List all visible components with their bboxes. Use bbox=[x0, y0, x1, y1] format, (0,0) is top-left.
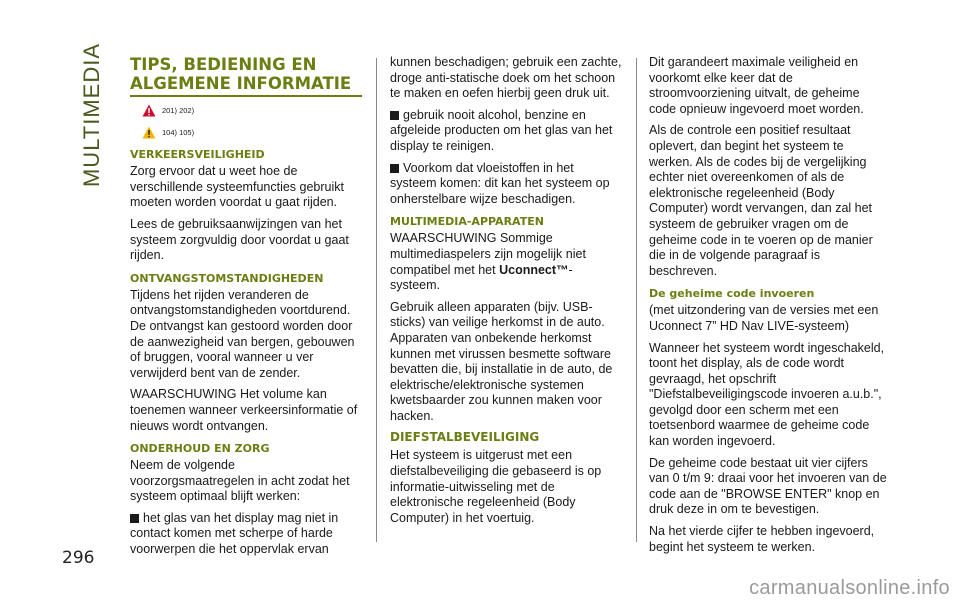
caution-warning-icon bbox=[142, 126, 156, 139]
bullet-square-icon bbox=[390, 164, 399, 173]
heading-geheime-code: De geheime code invoeren bbox=[649, 287, 815, 301]
paragraph: Dit garandeert maximale veiligheid en voorkomt elke keer dat de stroomvoorziening uitvalt, de geheime code opnieuw ingevoerd moet worden. bbox=[649, 55, 864, 116]
warning-refs: 104) 105) bbox=[162, 127, 195, 137]
warning-refs: 201) 202) bbox=[162, 106, 195, 115]
heading-onderhoud-en-zorg: ONDERHOUD EN ZORG bbox=[130, 442, 270, 456]
heading-multimedia-apparaten: MULTIMEDIA-APPARATEN bbox=[390, 215, 544, 229]
bullet-square-icon bbox=[130, 514, 139, 523]
paragraph: kunnen beschadigen; gebruik een zachte, droge anti-statische doek om het schoon te maken en oefen hierbij geen druk uit. bbox=[390, 55, 622, 101]
paragraph: Na het vierde cijfer te hebben ingevoerd, begint het systeem te werken. bbox=[649, 524, 875, 554]
column-1 bbox=[130, 55, 362, 564]
paragraph: Zorg ervoor dat u weet hoe de verschillende systeemfuncties gebruikt moeten worden voordat u gaat rijden. bbox=[130, 164, 344, 210]
section-label-text: MULTIMEDIA bbox=[79, 42, 104, 188]
paragraph: WAARSCHUWING Het volume kan toenemen wanneer verkeersinformatie of nieuws wordt ontvangen. bbox=[130, 387, 358, 433]
watermark-url: carmanualsonline.info bbox=[749, 577, 950, 599]
bullet-text: gebruik nooit alcohol, benzine en afgeleide producten om het glas van het display te reinigen. bbox=[390, 107, 613, 153]
heading-verkeersveiligheid: VERKEERSVEILIGHEID bbox=[130, 148, 265, 162]
bullet-item bbox=[390, 108, 622, 155]
page-number: 296 bbox=[62, 548, 95, 568]
paragraph: Gebruik alleen apparaten (bijv. USB-sticks) van veilige herkomst in de auto. Apparaten van onbekende herkomst kunnen met virussen besmette software bevatten die, bij installatie in de auto, de elektrische/elektronische systemen kwetsbaarder zou kunnen maken voor hacken. bbox=[390, 299, 613, 423]
paragraph: Tijdens het rijden veranderen de ontvangstomstandigheden voortdurend. De ontvangst kan gestoord worden door de aanwezigheid van bergen, gebouwen of bruggen, vooral wanneer u ver verwijderd bent van de zender. bbox=[130, 287, 355, 380]
paragraph: Lees de gebruiksaanwijzingen van het systeem zorgvuldig door voordat u gaat rijden. bbox=[130, 216, 349, 263]
column-3 bbox=[649, 55, 889, 561]
danger-warning-icon bbox=[142, 104, 156, 117]
heading-diefstalbeveiliging: DIEFSTALBEVEILIGING bbox=[390, 430, 540, 445]
text-segment: -systeem. bbox=[390, 262, 573, 293]
text-segment: WAARSCHUWING Sommige multimediaspelers zijn mogelijk niet compatibel met het bbox=[390, 231, 586, 277]
bullet-item bbox=[130, 511, 362, 558]
paragraph bbox=[390, 231, 622, 293]
paragraph: De geheime code bestaat uit vier cijfers van 0 t/m 9: draai voor het invoeren van de code aan de "BROWSE ENTER" knop en druk deze in om te bevestigen. bbox=[649, 455, 887, 517]
paragraph: Als de controle een positief resultaat oplevert, dan begint het systeem te werken. Als de codes bij de vergelijking echter niet overeenkomen of als de elektronische regeleenheid (Body Computer) wordt vervangen, dan zal het systeem de gebruiker vragen om de geheime code in te voeren op de manier die in de volgende paragraaf is beschreven. bbox=[649, 123, 873, 278]
section-side-label bbox=[62, 40, 122, 190]
bullet-text: Voorkom dat vloeistoffen in het systeem komen: dit kan het systeem op onherstelbare wijze beschadigen. bbox=[390, 160, 610, 206]
brand-name: Uconnect™ bbox=[499, 262, 569, 277]
section-title: TIPS, BEDIENING EN ALGEMENE INFORMATIE bbox=[130, 55, 362, 97]
paragraph: Wanneer het systeem wordt ingeschakeld, toont het display, als de code wordt gevraagd, het opschrift "Diefstalbeveiligingscode invoeren a.u.b.", gevolgd door een scherm met een toetsenbord waarmee de geheime code kan worden ingevoerd. bbox=[649, 340, 885, 449]
column-divider-1 bbox=[376, 58, 377, 542]
paragraph: Het systeem is uitgerust met een diefstalbeveiliging die gebaseerd is op informatie-uitwisseling met de elektronische regeleenheid (Body Computer) in het voertuig. bbox=[390, 448, 602, 525]
paragraph: (met uitzondering van de versies met een Uconnect 7” HD Nav LIVE-systeem) bbox=[649, 303, 879, 333]
bullet-square-icon bbox=[390, 111, 399, 120]
bullet-text: het glas van het display mag niet in contact komen met scherpe of harde voorwerpen die het oppervlak ervan bbox=[130, 510, 339, 557]
heading-ontvangstomstandigheden: ONTVANGSTOMSTANDIGHEDEN bbox=[130, 271, 324, 285]
warning-row-caution bbox=[142, 125, 362, 141]
warning-row-danger bbox=[142, 103, 362, 119]
column-2 bbox=[390, 55, 622, 532]
column-divider-2 bbox=[636, 58, 637, 542]
bullet-item bbox=[390, 161, 622, 208]
paragraph: Neem de volgende voorzorgsmaatregelen in acht zodat het systeem optimaal blijft werken: bbox=[130, 458, 350, 504]
